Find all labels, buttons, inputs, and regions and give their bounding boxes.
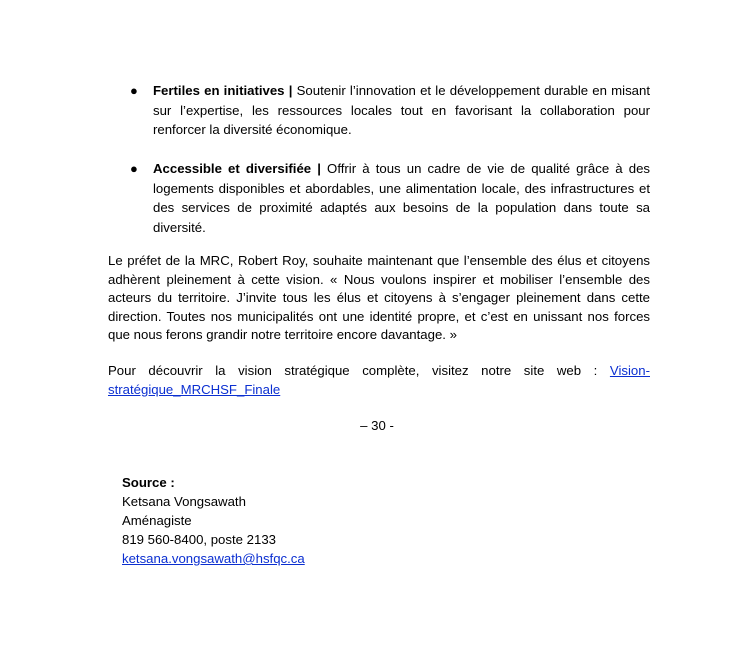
bullet-icon: ● xyxy=(130,161,138,176)
bullet-title: Accessible et diversifiée | xyxy=(153,161,321,176)
prefet-quote-paragraph: Le préfet de la MRC, Robert Roy, souhaite maintenant que l’ensemble des élus et citoyens adhèrent pleinement à cette vision. « Nous voulons inspirer et mobiliser l’ensemble des acteurs du territoire. J’invite tous les élus et citoyens à s’engager pleinement dans cette direction. Toutes nos municipalités ont une identité propre, et c’est en unissant nos forces que nous ferons grandir notre territoire encore davantage. » xyxy=(108,253,650,343)
bullet-icon: ● xyxy=(130,83,138,98)
bullet-item-accessible xyxy=(130,159,650,237)
bullet-item-fertiles xyxy=(130,81,650,140)
bullet-body: Offrir à tous un cadre de vie de qualité grâce à des logements disponibles et abordables, une alimentation locale, des infrastructures et des services de proximité adaptés aux besoins de la population dans toute sa diversité. xyxy=(153,161,650,235)
bullet-title: Fertiles en initiatives | xyxy=(153,83,293,98)
source-email-link[interactable]: ketsana.vongsawath@hsfqc.ca xyxy=(122,551,305,566)
source-role: Aménagiste xyxy=(122,513,192,528)
source-label: Source : xyxy=(122,475,175,490)
bullet-text xyxy=(153,159,650,237)
page-number: – 30 - xyxy=(360,418,394,433)
source-block xyxy=(122,473,305,568)
vision-link[interactable]: Vision-stratégique_MRCHSF_Finale xyxy=(108,363,650,397)
vision-text: Pour découvrir la vision stratégique complète, visitez notre site web : xyxy=(108,363,610,378)
bullet-text xyxy=(153,81,650,140)
source-phone: 819 560-8400, poste 2133 xyxy=(122,532,276,547)
bullet-body: Soutenir l’innovation et le développement durable en misant sur l’expertise, les ressources locales tout en favorisant la collaboration pour renforcer la diversité économique. xyxy=(153,83,651,137)
source-name: Ketsana Vongsawath xyxy=(122,494,246,509)
vision-paragraph xyxy=(108,362,650,399)
